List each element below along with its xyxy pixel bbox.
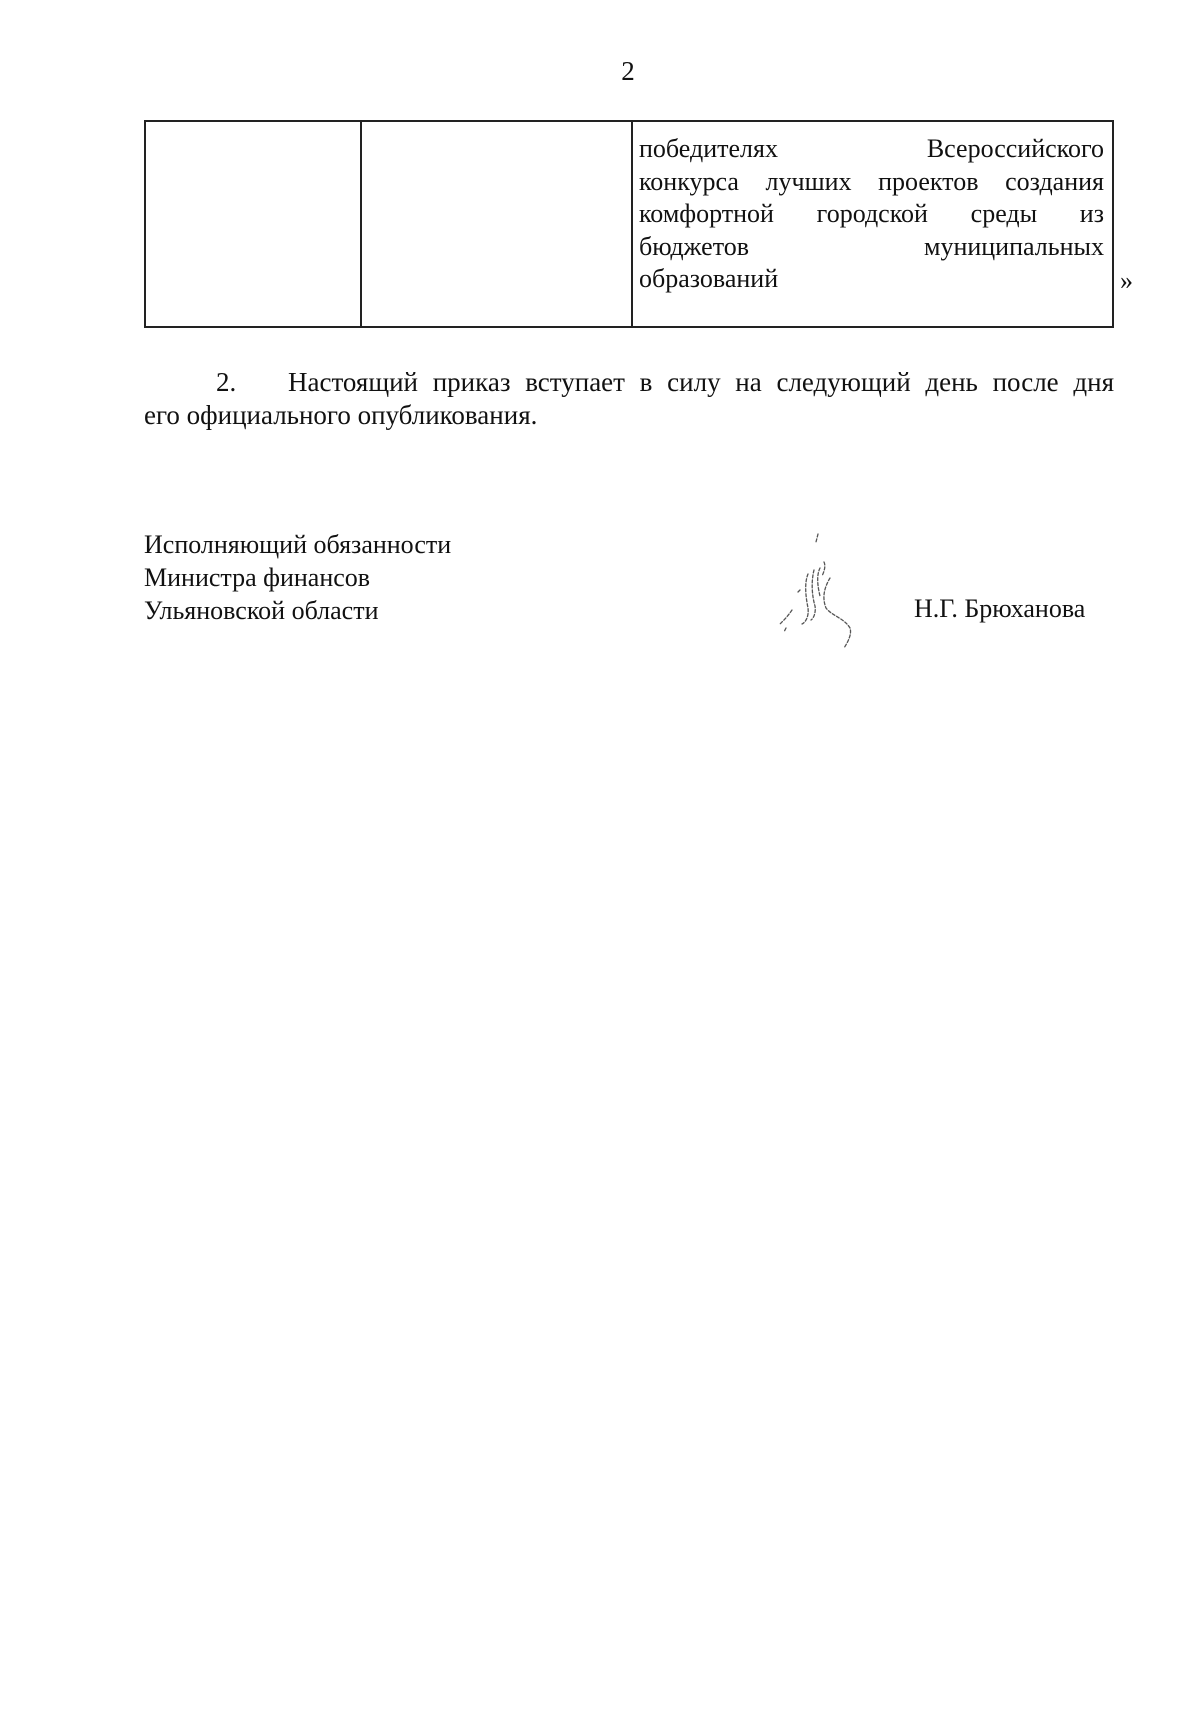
signatory-title xyxy=(144,528,451,627)
table-cell-line: образований xyxy=(639,264,779,293)
table-cell-line: бюджетов муниципальных xyxy=(639,231,1104,261)
signatory-title-line: Исполняющий обязанности xyxy=(144,530,452,559)
signatory-title-line: Ульяновской области xyxy=(144,596,379,625)
signatory-title-line: Министра финансов xyxy=(144,563,371,592)
paragraph-line-1-text: Настоящий приказ вступает в силу на следующий день после дня xyxy=(288,367,1114,397)
paragraph-number: 2. xyxy=(216,367,237,397)
table-cell-line: победителях Всероссийского xyxy=(639,134,1104,163)
signatory-name: Н.Г. Брюханова xyxy=(914,594,1086,623)
handwritten-signature xyxy=(764,532,874,652)
table-cell-text xyxy=(639,133,1104,296)
paragraph-line-2: его официального опубликования. xyxy=(144,400,538,430)
order-paragraph-2 xyxy=(144,366,1114,432)
table-column-divider-2 xyxy=(631,122,633,326)
page-number: 2 xyxy=(621,56,635,86)
table-cell-line: конкурса лучших проектов создания xyxy=(639,166,1104,196)
table-cell-line: комфортной городской среды из xyxy=(639,199,1104,228)
paragraph-line-1 xyxy=(144,366,1114,399)
table-column-divider-1 xyxy=(360,122,362,326)
closing-quote-mark: » xyxy=(1120,266,1133,295)
continued-table xyxy=(144,120,1114,328)
